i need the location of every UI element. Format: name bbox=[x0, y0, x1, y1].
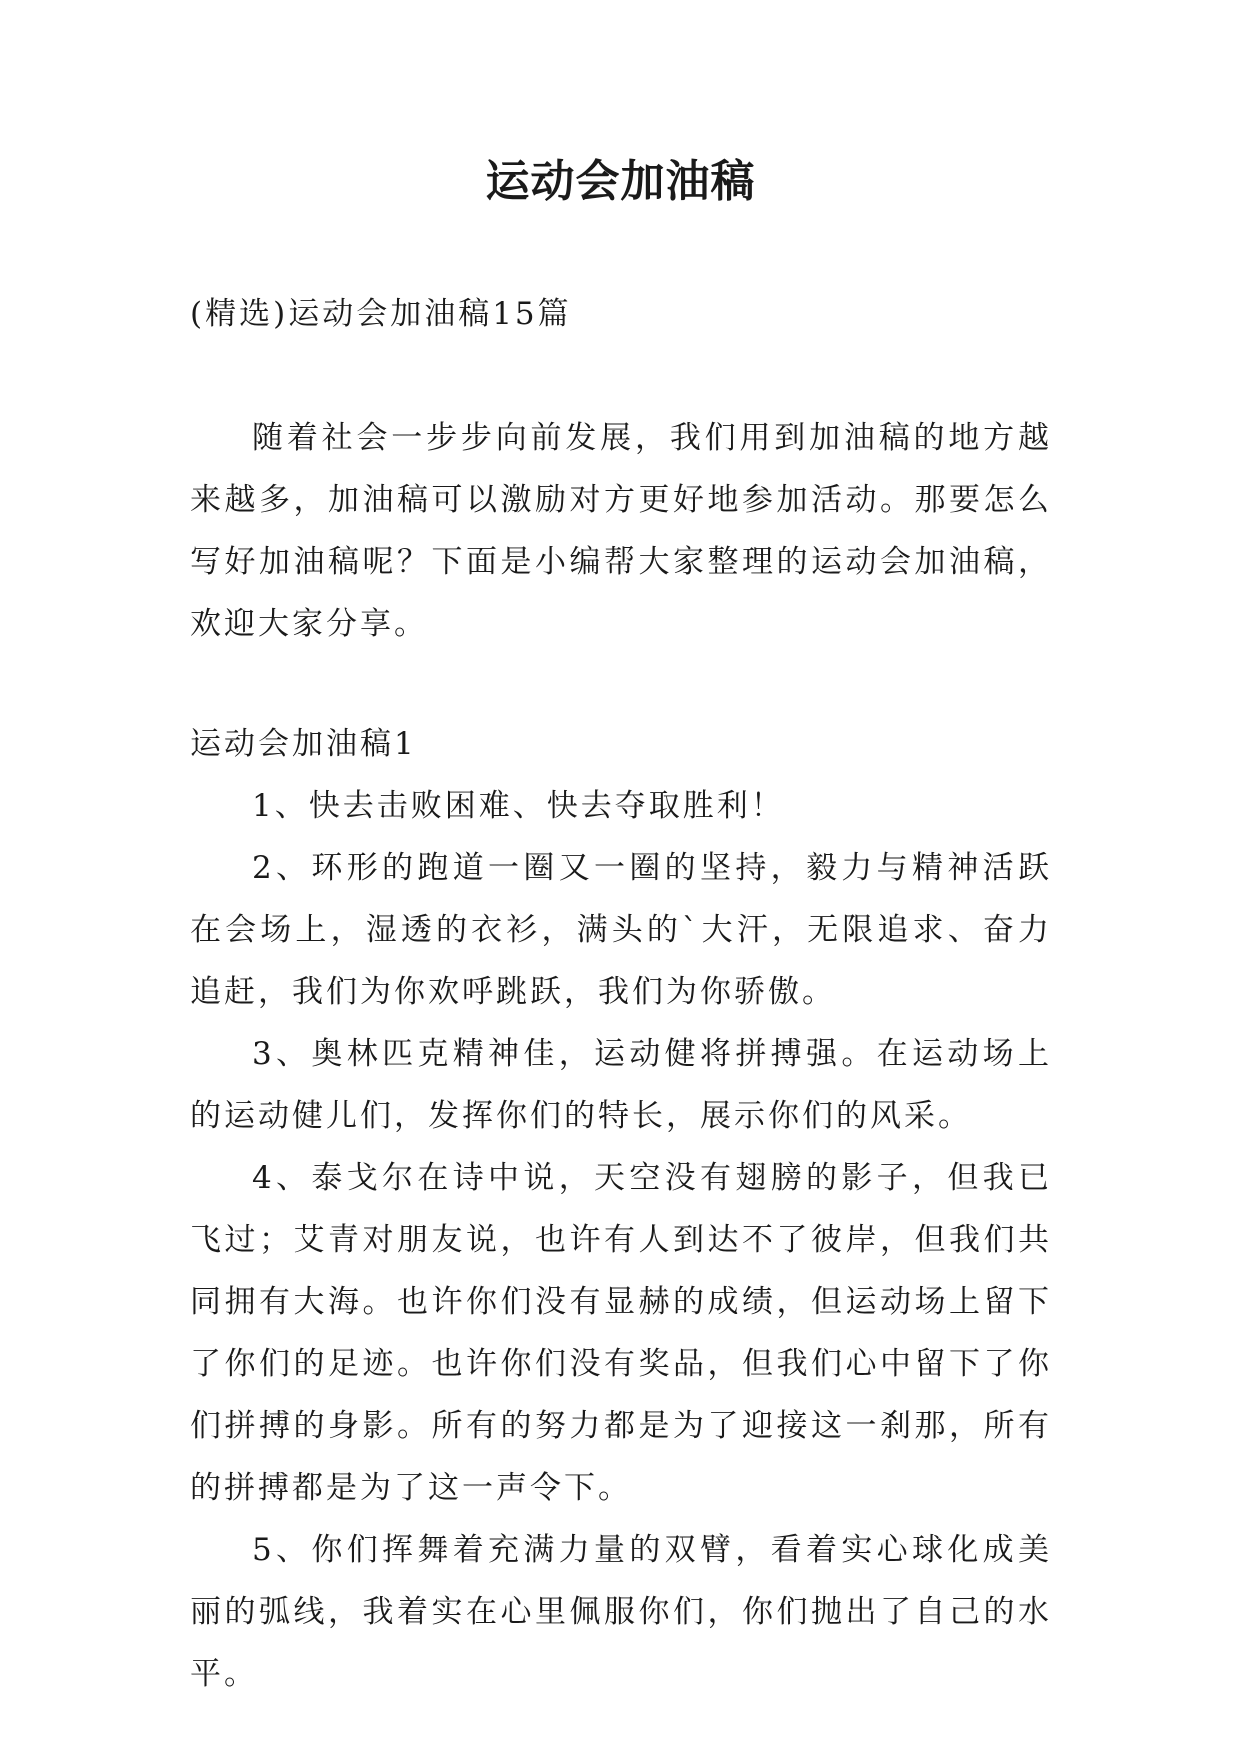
list-item-1: 1、快去击败困难、快去夺取胜利！ bbox=[252, 788, 785, 824]
list-item-3: 3、奥林匹克精神佳，运动健将拼搏强。在运动场上的运动健儿们，发挥你们的特长，展示你们的风采。 bbox=[190, 1036, 1052, 1134]
document-subtitle: (精选)运动会加油稿15篇 bbox=[190, 296, 572, 332]
intro-paragraph: 随着社会一步步向前发展，我们用到加油稿的地方越来越多，加油稿可以激励对方更好地参加活动。那要怎么写好加油稿呢？下面是小编帮大家整理的运动会加油稿，欢迎大家分享。 bbox=[190, 420, 1052, 642]
document-title: 运动会加油稿 bbox=[485, 156, 756, 207]
document-body bbox=[190, 283, 1052, 1705]
list-item-2: 2、环形的跑道一圈又一圈的坚持，毅力与精神活跃在会场上，湿透的衣衫，满头的`大汗，无限追求、奋力追赶，我们为你欢呼跳跃，我们为你骄傲。 bbox=[190, 850, 1052, 1010]
list-item-5: 5、你们挥舞着充满力量的双臂，看着实心球化成美丽的弧线，我着实在心里佩服你们，你们抛出了自己的水平。 bbox=[190, 1532, 1052, 1692]
list-item-4: 4、泰戈尔在诗中说，天空没有翅膀的影子，但我已飞过；艾青对朋友说，也许有人到达不了彼岸，但我们共同拥有大海。也许你们没有显赫的成绩，但运动场上留下了你们的足迹。也许你们没有奖品，但我们心中留下了你们拼搏的身影。所有的努力都是为了迎接这一刹那，所有的拼搏都是为了这一声令下。 bbox=[190, 1160, 1052, 1506]
section-heading: 运动会加油稿1 bbox=[190, 726, 417, 762]
